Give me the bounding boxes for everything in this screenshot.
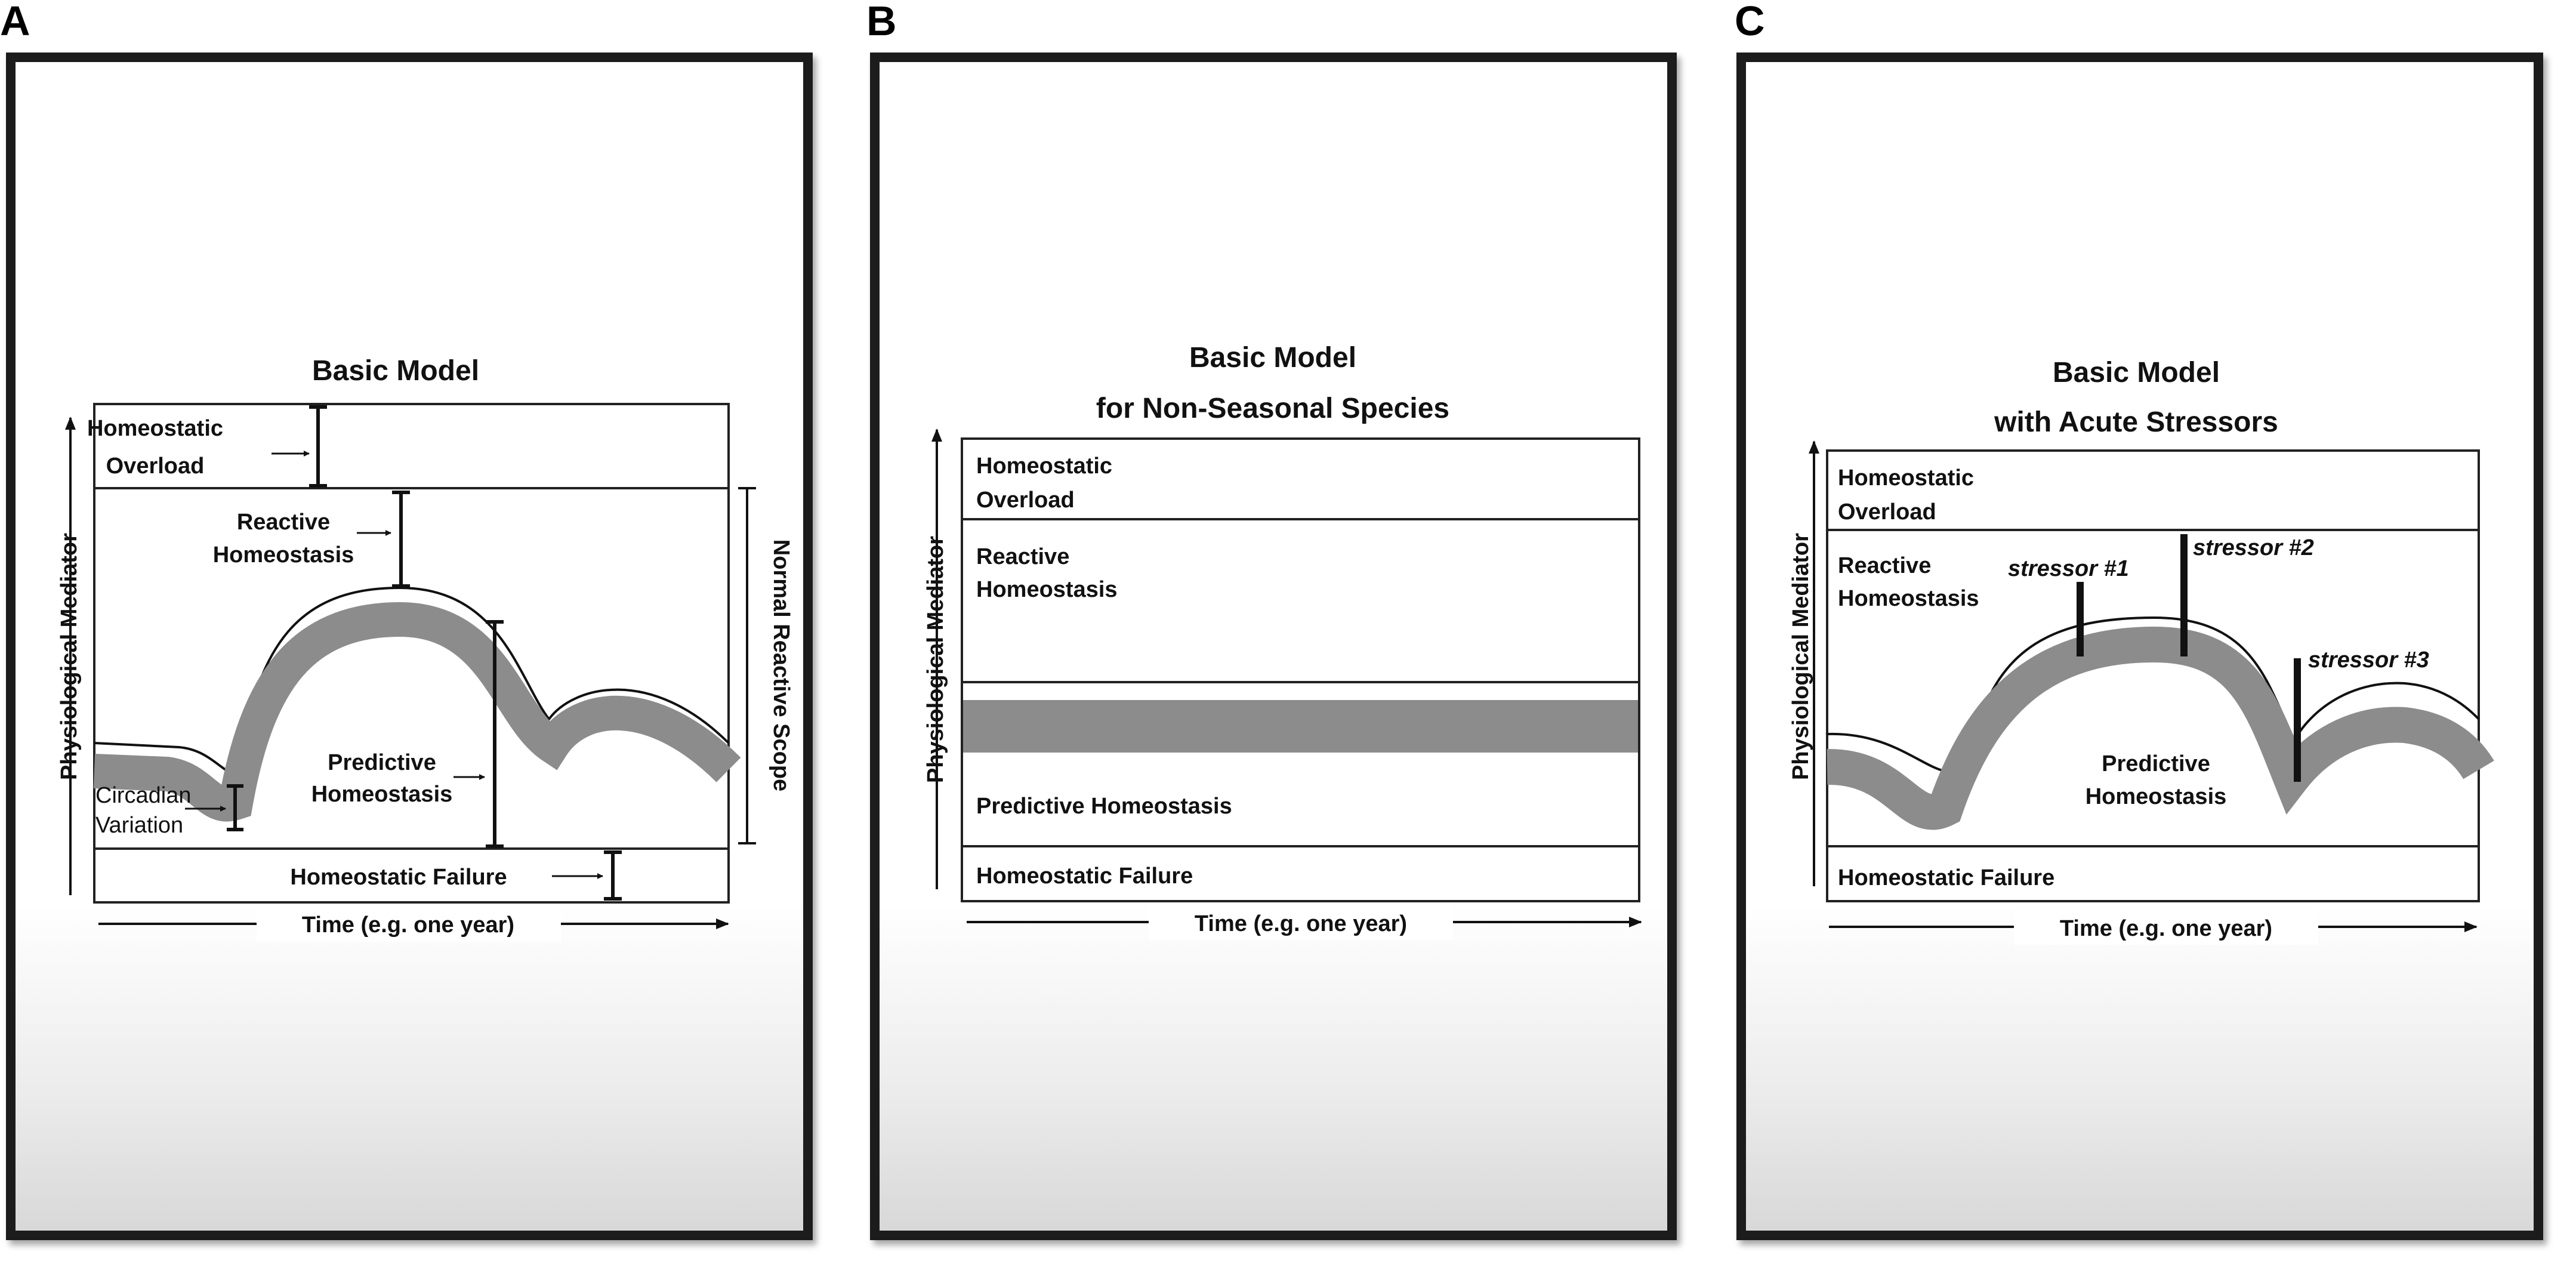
panel-b-x-axis-label: Time (e.g. one year) (1194, 911, 1408, 936)
panel-a-predictive-label-1: Predictive (328, 750, 436, 775)
panel-b-title-line1: Basic Model (1189, 342, 1357, 374)
panel-a-chart-box (94, 404, 729, 902)
panel-letter-a: A (0, 0, 30, 44)
panel-c-predictive-label-2: Homeostasis (2085, 784, 2227, 809)
panel-a-failure-label: Homeostatic Failure (290, 865, 507, 890)
panel-a-title-line1: Basic Model (311, 355, 480, 387)
panel-a-reactive-ibar (392, 492, 410, 586)
panel-b-y-axis-label: Physiological Mediator (923, 536, 948, 783)
panel-c-predictive-label-1: Predictive (2102, 751, 2210, 776)
panel-c-failure-label: Homeostatic Failure (1838, 865, 2055, 890)
panel-a-title (312, 355, 479, 387)
panel-a-overload-ibar (309, 407, 327, 486)
panel-a-reactive-label-1: Reactive (236, 510, 331, 535)
panel-b-failure-label: Homeostatic Failure (976, 864, 1193, 889)
panel-b-reactive-label-1: Reactive (976, 544, 1070, 569)
panel-a-predictive-band (94, 619, 729, 804)
panel-c-stressor-2-label: stressor #2 (2193, 535, 2314, 560)
panel-b-predictive-label: Predictive Homeostasis (976, 794, 1232, 819)
panel-a-failure-ibar (604, 852, 622, 899)
panel-c-reactive-label-2: Homeostasis (1838, 586, 1979, 611)
panel-c-reactive-label-1: Reactive (1838, 553, 1932, 578)
panel-a-scope-bracket (738, 488, 756, 843)
panel-c (1788, 357, 2479, 945)
panel-c-stressor-1-label: stressor #1 (2008, 556, 2129, 581)
panel-b (923, 342, 1641, 940)
panel-b-predictive-band (963, 700, 1638, 753)
panel-a-overload-label-1: Homeostatic (87, 416, 224, 441)
panel-b-title-line2: for Non-Seasonal Species (1096, 393, 1450, 424)
panel-b-reactive-label-2: Homeostasis (976, 577, 1118, 602)
panel-a-overload-label-2: Overload (106, 454, 205, 479)
panel-a-x-axis-label: Time (e.g. one year) (301, 913, 515, 938)
panel-a-predictive-label-2: Homeostasis (311, 782, 453, 807)
panel-a-circadian-label-2: Variation (95, 813, 184, 838)
panel-a-scope-label: Normal Reactive Scope (769, 539, 794, 792)
panel-letter-b: B (866, 0, 897, 44)
panel-b-overload-label-2: Overload (976, 488, 1075, 513)
panel-a-reactive-label-2: Homeostasis (212, 542, 354, 568)
panel-c-title-line2: with Acute Stressors (1994, 406, 2278, 438)
panel-a (57, 355, 794, 942)
panel-c-title-line1: Basic Model (2052, 357, 2220, 389)
panel-c-stressor-3-label: stressor #3 (2308, 648, 2429, 673)
panel-a-y-axis-label: Physiological Mediator (57, 533, 82, 780)
panel-c-overload-label-1: Homeostatic (1838, 466, 1975, 491)
panel-c-overload-label-2: Overload (1838, 500, 1936, 525)
panel-c-x-axis-label: Time (e.g. one year) (2059, 916, 2273, 941)
panel-letter-c: C (1735, 0, 1765, 44)
panel-b-overload-label-1: Homeostatic (976, 454, 1113, 479)
panel-c-y-axis-label: Physiological Mediator (1788, 533, 1813, 780)
panel-a-circadian-label-1: Circadian (95, 783, 192, 808)
